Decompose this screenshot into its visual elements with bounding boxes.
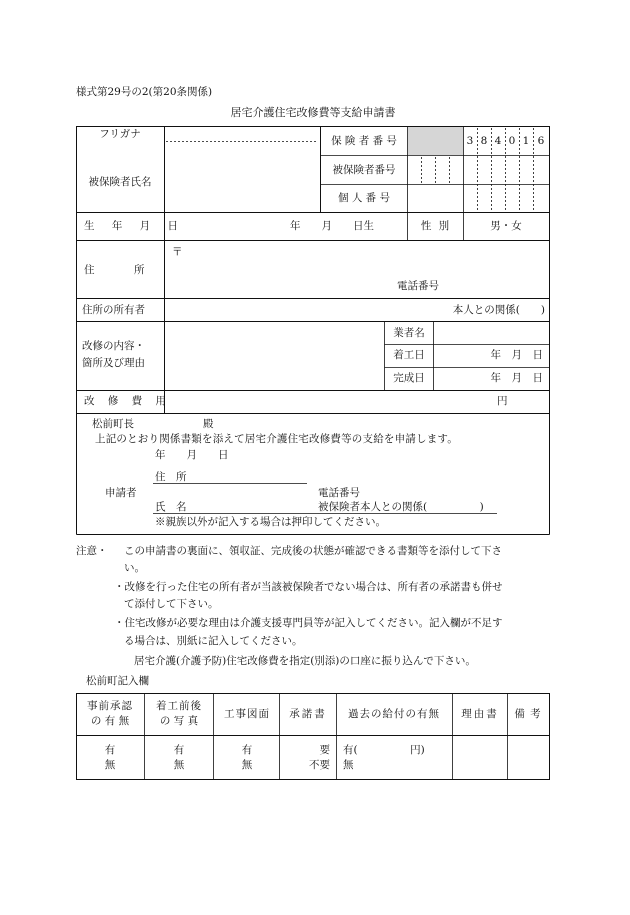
note-3b: る場合は、別紙に記入してください。 bbox=[124, 635, 303, 647]
town-section-label: 松前町記入欄 bbox=[86, 675, 149, 687]
note-3a: ・住宅改修が必要な理由は介護支援専門員等が記入してください。記入欄が不足す bbox=[114, 617, 503, 629]
furigana-label: フリガナ bbox=[99, 128, 141, 140]
cost-unit: 円 bbox=[497, 395, 508, 407]
header-photo-1: 着工前後 bbox=[156, 700, 202, 712]
seal-note: ※親族以外が記入する場合は押印してください。 bbox=[155, 516, 386, 528]
insured-no-field[interactable] bbox=[409, 157, 548, 183]
insurer-digit: 0 bbox=[508, 135, 516, 147]
past-benefit-yes[interactable]: 有( 円) bbox=[343, 744, 425, 756]
insurer-digit: 1 bbox=[522, 135, 530, 147]
insurer-digit: 6 bbox=[537, 135, 545, 147]
insured-name-label: 被保険者氏名 bbox=[88, 176, 152, 188]
note-1a: この申請書の裏面に、領収証、完成後の状態が確認できる書類等を添付して下さ bbox=[124, 545, 502, 557]
consent-not-required[interactable]: 不要 bbox=[309, 759, 330, 771]
applicant-label: 申請者 bbox=[105, 487, 137, 499]
notes-head: 注意・ bbox=[76, 545, 108, 557]
insurer-digit: 3 bbox=[466, 135, 474, 147]
sex-label: 性 別 bbox=[420, 220, 452, 232]
note-2b: て添付して下さい。 bbox=[124, 598, 219, 610]
drawing-yes[interactable]: 有 bbox=[241, 744, 253, 756]
header-reason: 理由書 bbox=[461, 708, 499, 720]
form-number: 様式第29号の2(第20条関係) bbox=[76, 86, 213, 98]
remarks-field[interactable] bbox=[509, 737, 548, 778]
applicant-address-field[interactable] bbox=[190, 469, 305, 482]
reform-label-1: 改修の内容・ bbox=[82, 340, 145, 352]
applicant-relation: 被保険者本人との関係( ) bbox=[318, 501, 484, 513]
applicant-name-label: 氏 名 bbox=[155, 501, 187, 513]
start-value: 年 月 日 bbox=[490, 349, 543, 361]
honorific: 殿 bbox=[203, 418, 214, 430]
application-date: 年 月 日 bbox=[155, 449, 229, 461]
photo-no[interactable]: 無 bbox=[173, 759, 185, 771]
header-past-benefit: 過去の給付の有無 bbox=[348, 708, 440, 720]
reform-label-2: 箇所及び理由 bbox=[82, 357, 145, 369]
applicant-address-label: 住 所 bbox=[155, 471, 187, 483]
furigana-field[interactable] bbox=[166, 128, 318, 140]
note-2a: ・改修を行った住宅の所有者が当該被保険者でない場合は、所有者の承諾書も併せ bbox=[114, 581, 503, 593]
form-title: 居宅介護住宅改修費等支給申請書 bbox=[230, 106, 396, 119]
note-4: 居宅介護(介護予防)住宅改修費を指定(別添)の口座に振り込んで下さい。 bbox=[134, 655, 476, 667]
addressee: 松前町長 bbox=[92, 418, 134, 430]
header-remarks: 備 考 bbox=[514, 708, 542, 720]
reform-field[interactable] bbox=[166, 323, 382, 388]
phone-label: 電話番号 bbox=[397, 280, 439, 292]
header-consent: 承諾書 bbox=[289, 708, 327, 720]
past-benefit-no[interactable]: 無 bbox=[343, 759, 354, 771]
personal-no-label: 個 人 番 号 bbox=[337, 192, 391, 204]
header-drawing: 工事図面 bbox=[224, 708, 270, 720]
applicant-phone-label: 電話番号 bbox=[318, 487, 360, 499]
birth-value: 年 月 日生 bbox=[290, 220, 374, 232]
address-label: 住 所 bbox=[84, 264, 147, 276]
insurer-digit: 8 bbox=[480, 135, 488, 147]
header-photo-2: の 写 真 bbox=[159, 715, 199, 727]
owner-label: 住所の所有者 bbox=[82, 304, 145, 316]
header-approval-2: の 有 無 bbox=[90, 715, 130, 727]
consent-required[interactable]: 要 bbox=[319, 744, 330, 756]
start-label: 着工日 bbox=[393, 349, 425, 361]
applicant-name-field[interactable] bbox=[190, 499, 315, 512]
insured-name-field[interactable] bbox=[166, 144, 318, 210]
insurer-no-label: 保 険 者 番 号 bbox=[331, 135, 397, 147]
header-approval-1: 事前承認 bbox=[87, 700, 133, 712]
insurer-digit: 4 bbox=[494, 135, 502, 147]
owner-field[interactable] bbox=[166, 301, 426, 319]
complete-value: 年 月 日 bbox=[490, 372, 543, 384]
approval-yes[interactable]: 有 bbox=[104, 744, 116, 756]
contractor-label: 業者名 bbox=[393, 327, 425, 339]
photo-yes[interactable]: 有 bbox=[173, 744, 185, 756]
drawing-no[interactable]: 無 bbox=[241, 759, 253, 771]
insurer-no-shaded-cell bbox=[408, 127, 463, 155]
approval-no[interactable]: 無 bbox=[104, 759, 116, 771]
application-statement: 上記のとおり関係書類を添えて居宅介護住宅改修費等の支給を申請します。 bbox=[95, 433, 458, 445]
note-1b: い。 bbox=[124, 562, 145, 574]
reason-field[interactable] bbox=[454, 737, 506, 778]
birth-label: 生 年 月 日 bbox=[84, 220, 186, 232]
postal-mark: 〒 bbox=[172, 246, 183, 258]
owner-relation: 本人との関係( ) bbox=[452, 304, 545, 316]
cost-label: 改 修 費 用 bbox=[84, 395, 172, 407]
complete-label: 完成日 bbox=[393, 372, 425, 384]
sex-value[interactable]: 男・女 bbox=[490, 220, 522, 232]
personal-no-field[interactable] bbox=[409, 186, 548, 211]
contractor-field[interactable] bbox=[435, 323, 548, 343]
insured-no-label: 被保険者番号 bbox=[332, 164, 396, 176]
cost-field[interactable] bbox=[166, 392, 486, 412]
address-field[interactable] bbox=[184, 244, 544, 278]
